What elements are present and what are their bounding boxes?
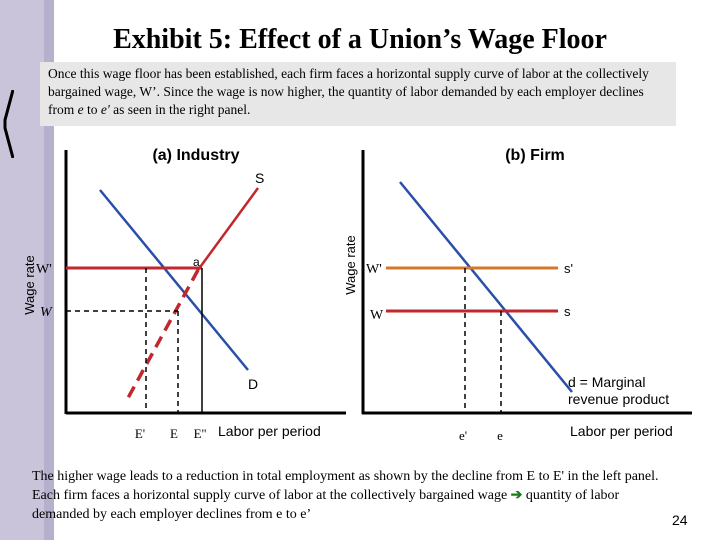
tick-E: E [170,426,178,441]
right-x-axis-label: Labor per period [570,423,673,439]
right-panel-title: (b) Firm [505,147,565,164]
left-wage-low-label: W [40,305,52,320]
intro-text-e-prime: e' [100,102,110,117]
intro-text-part1: Once this wage floor has been established, each firm faces a horizontal supply curve of labor at the collectively bargained wage, W’. Since the wage is now higher, the quantity of labor demanded by each employer declines from [48,66,649,117]
point-a-label: a [193,255,200,269]
arrow-right-icon: ➔ [510,488,523,503]
firm-demand-curve [400,182,572,392]
page-title: Exhibit 5: Effect of a Union’s Wage Floor [113,24,607,55]
left-panel-title: (a) Industry [152,147,240,164]
right-wage-low-label: W [370,308,384,323]
footer-text-part2: quantity of labor demanded by each employer declines from e to e’ [32,488,620,522]
left-panel [22,147,346,441]
intro-text-e: e [77,102,84,117]
left-wage-high-label: W' [36,262,52,277]
footer-text [32,467,672,524]
industry-supply-label: S [255,170,265,186]
firm-supply-high-label: s' [564,261,573,276]
right-panel [343,147,692,443]
firm-demand-label-line1: d = Marginal [568,374,646,390]
tick-e-prime: e' [458,428,468,443]
industry-supply-curve-dashed [128,270,198,398]
firm-supply-low-label: s [564,304,571,319]
tick-E-double-prime: E'' [193,426,207,441]
industry-demand-label: D [248,376,259,392]
tick-e: e [497,428,503,443]
footer-text-part1: The higher wage leads to a reduction in total employment as shown by the decline from E to E' in the left panel. Each firm faces a horizontal supply curve of labor at the collectively bargained wage [32,469,659,503]
right-y-axis-label: Wage rate [343,235,358,295]
firm-demand-label-line2: revenue product [568,391,670,407]
left-x-axis-label: Labor per period [218,423,321,439]
intro-text-part2: as seen in the right panel. [109,102,251,117]
tick-E-prime: E' [134,426,146,441]
page-number: 24 [672,512,688,528]
industry-demand-curve [100,190,248,370]
intro-text-to: to [83,102,101,117]
right-wage-high-label: W' [366,262,382,277]
industry-supply-curve-solid [198,188,258,270]
left-y-axis-label: Wage rate [22,255,37,315]
